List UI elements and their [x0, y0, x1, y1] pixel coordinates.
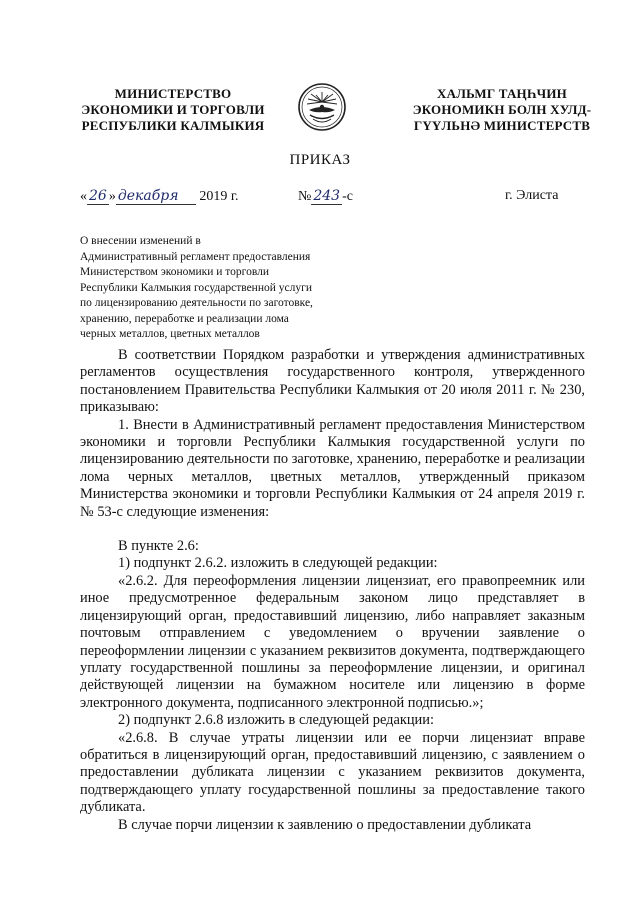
- ministry-name-line: ЭКОНОМИКН БОЛН ХУЛД-: [412, 102, 592, 117]
- subject-line: Республики Калмыкия государственной услуги: [80, 281, 312, 294]
- republic-emblem-icon: [296, 82, 348, 132]
- subject-line: хранению, переработке и реализации лома: [80, 312, 289, 325]
- paragraph-gap: [80, 521, 585, 538]
- order-number-prefix: №: [298, 189, 312, 204]
- subject-line: по лицензированию деятельности по заготовке,: [80, 297, 313, 309]
- order-date: [80, 188, 239, 205]
- ministry-name-kalmyk: [402, 86, 602, 134]
- ministry-name-line: ГҮҮЛЬНӘ МИНИСТЕРСТВ: [413, 118, 591, 133]
- document-title: ПРИКАЗ: [289, 152, 351, 168]
- subject-line: О внесении изменений в: [80, 235, 201, 247]
- order-number-handwritten: 243: [313, 188, 341, 204]
- subpoint-1-text: «2.6.2. Для переоформления лицензии лицензиат, его правопреемник или иное предусмотренное федеральным законом лицо представляет в лицензирующий орган, предоставивший лицензию, либо направляет заказным почтовым отправлением с уведомлением о вручении заявление о переоформлении лицензии с указанием реквизитов документа, подтверждающего уплату государственной пошлины за переоформление лицензии, и оригинал действующей лицензии на бумажном носителе или лицензию в форме электронного документа, подписанного электронной подписью.»;: [80, 572, 585, 711]
- order-body: [80, 347, 585, 834]
- order-city: г. Элиста: [505, 188, 559, 203]
- ministry-name-line: МИНИСТЕРСТВО: [114, 86, 232, 101]
- ministry-name-line: ХАЛЬМГ ТАҢҺЧИН: [437, 86, 567, 101]
- subpoint-2-heading: 2) подпункт 2.6.8 изложить в следующей редакции:: [118, 712, 434, 729]
- ministry-name-line: РЕСПУБЛИКИ КАЛМЫКИЯ: [81, 118, 265, 133]
- date-year: 2019 г.: [199, 189, 239, 204]
- subject-line: Административный регламент предоставления: [80, 250, 311, 263]
- date-quote-open: «: [80, 189, 87, 204]
- item-1-paragraph: 1. Внести в Административный регламент предоставления Министерством экономики и торговли Республики Калмыкия государственной услуги по лицензированию деятельности по заготовке, хранению, переработке и реализации лома черных металлов, цветных металлов, утвержденный приказом Министерства экономики и торговли Республики Калмыкия от 24 апреля 2019 г. № 53-с следующие изменения:: [80, 416, 585, 520]
- order-subject: [80, 234, 380, 343]
- ministry-name-line: ЭКОНОМИКИ И ТОРГОВЛИ: [81, 102, 265, 117]
- order-number: [298, 188, 353, 205]
- date-day-handwritten: 26: [89, 188, 107, 204]
- order-number-suffix: -с: [342, 189, 353, 204]
- ministry-name-russian: [72, 86, 274, 134]
- subpoint-1-heading: 1) подпункт 2.6.2. изложить в следующей редакции:: [118, 555, 438, 572]
- last-paragraph: В случае порчи лицензии к заявлению о предоставлении дубликата: [118, 816, 532, 833]
- subpoint-2-text: «2.6.8. В случае утраты лицензии или ее порчи лицензиат вправе обратиться в лицензирующий орган, предоставивший лицензию, с заявлением о предоставлении дубликата лицензии с указанием реквизитов документа, подтверждающего уплату государственной пошлины за предоставление такого дубликата.: [80, 729, 585, 816]
- subject-line: Министерством экономики и торговли: [80, 266, 270, 278]
- subject-line: черных металлов, цветных металлов: [80, 328, 260, 340]
- intro-paragraph: В соответствии Порядком разработки и утверждения административных регламентов осуществления государственного контроля, утвержденного постановлением Правительства Республики Калмыкия от 20 июля 2011 г. № 230, приказываю:: [80, 347, 585, 416]
- date-quote-close: »: [108, 189, 116, 204]
- date-month-handwritten: декабря: [116, 188, 196, 205]
- point-heading: В пункте 2.6:: [118, 538, 199, 555]
